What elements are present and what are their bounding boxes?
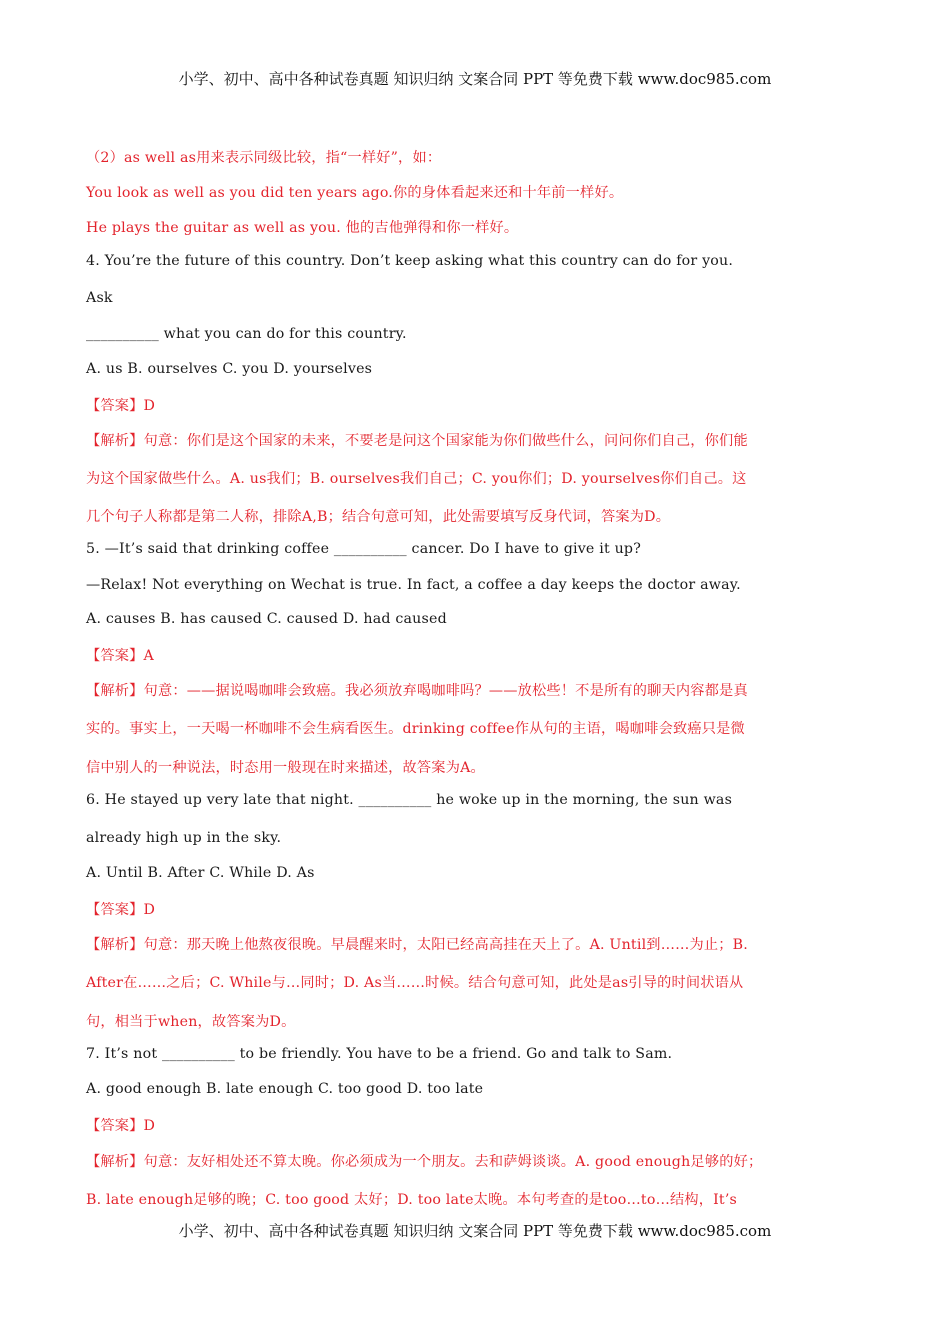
answer-label: 【答案】D: [86, 398, 156, 414]
explanation-line: 【解析】句意：——据说喝咖啡会致癌。我必须放弃喝咖啡吗？——放松些！不是所有的聊天内容都是真: [86, 683, 748, 699]
answer-label: 【答案】D: [86, 1118, 156, 1134]
question-4-stem: Ask: [86, 290, 113, 306]
page-footer: 小学、初中、高中各种试卷真题 知识归纳 文案合同 PPT 等免费下载 www.doc985.com: [178, 1222, 772, 1240]
question-4-stem: __________ what you can do for this country.: [86, 326, 407, 342]
question-6-stem: already high up in the sky.: [86, 830, 282, 846]
explanation-line: After在……之后；C. While与…同时；D. As当……时候。结合句意可知，此处是as引导的时间状语从: [86, 975, 744, 991]
question-6-options: A. Until B. After C. While D. As: [86, 865, 315, 881]
question-5-options: A. causes B. has caused C. caused D. had caused: [86, 611, 447, 627]
question-4-stem: 4. You’re the future of this country. Don’t keep asking what this country can do for you.: [86, 253, 734, 269]
answer-label: 【答案】A: [86, 648, 154, 664]
explanation-line: 【解析】句意：那天晚上他熬夜很晚。早晨醒来时，太阳已经高高挂在天上了。A. Until到……为止；B.: [86, 937, 748, 953]
explanation-line: 信中别人的一种说法，时态用一般现在时来描述，故答案为A。: [86, 760, 485, 776]
explanation-line: 【解析】句意：你们是这个国家的未来，不要老是问这个国家能为你们做些什么，问问你们自己，你们能: [86, 433, 748, 449]
text-line: He plays the guitar as well as you. 他的吉他弹得和你一样好。: [86, 220, 519, 236]
page-header: 小学、初中、高中各种试卷真题 知识归纳 文案合同 PPT 等免费下载 www.doc985.com: [178, 70, 772, 88]
question-7-options: A. good enough B. late enough C. too good D. too late: [86, 1081, 484, 1097]
explanation-line: 【解析】句意：友好相处还不算太晚。你必须成为一个朋友。去和萨姆谈谈。A. good enough足够的好；: [86, 1154, 763, 1170]
question-5-stem: 5. —It’s said that drinking coffee __________ cancer. Do I have to give it up?: [86, 541, 642, 557]
explanation-line: 几个句子人称都是第二人称，排除A,B；结合句意可知，此处需要填写反身代词，答案为D。: [86, 509, 671, 525]
question-5-stem: —Relax! Not everything on Wechat is true. In fact, a coffee a day keeps the doctor away.: [86, 577, 741, 593]
answer-label: 【答案】D: [86, 902, 156, 918]
explanation-line: 为这个国家做些什么。A. us我们；B. ourselves我们自己；C. you你们；D. yourselves你们自己。这: [86, 471, 747, 487]
text-line: （2）as well as用来表示同级比较，指“一样好”，如：: [86, 150, 442, 166]
explanation-line: 实的。事实上，一天喝一杯咖啡不会生病看医生。drinking coffee作从句的主语，喝咖啡会致癌只是微: [86, 721, 745, 737]
question-4-options: A. us B. ourselves C. you D. yourselves: [86, 361, 373, 377]
text-line: You look as well as you did ten years ago.你的身体看起来还和十年前一样好。: [86, 185, 624, 201]
question-6-stem: 6. He stayed up very late that night. __________ he woke up in the morning, the sun was: [86, 792, 733, 808]
explanation-line: B. late enough足够的晚；C. too good 太好；D. too late太晚。本句考查的是too…to…结构，It’s: [86, 1192, 738, 1208]
explanation-line: 句，相当于when，故答案为D。: [86, 1014, 296, 1030]
question-7-stem: 7. It’s not __________ to be friendly. You have to be a friend. Go and talk to Sam.: [86, 1046, 673, 1062]
